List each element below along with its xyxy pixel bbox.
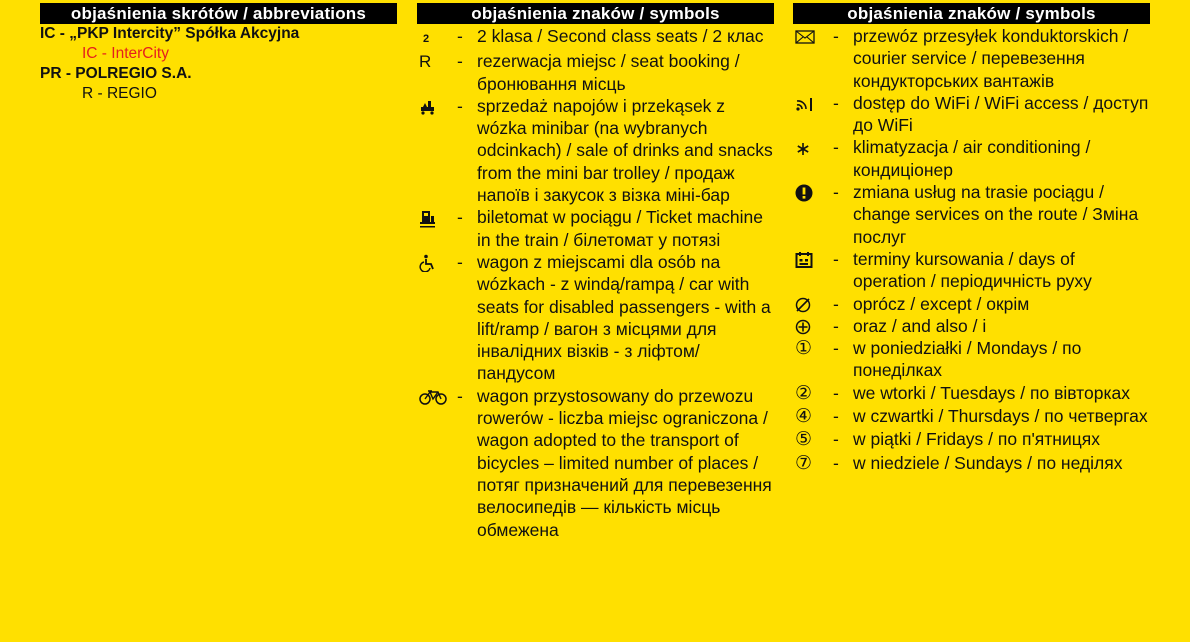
except-icon xyxy=(793,293,833,315)
legend-row xyxy=(417,50,774,95)
legend-row xyxy=(793,382,1150,405)
legend-text: w piątki / Fridays / по п'ятницях xyxy=(853,429,1100,450)
legend-row xyxy=(793,315,1150,337)
monday-icon: ① xyxy=(795,338,813,360)
legend-dash: - xyxy=(833,382,839,403)
legend-dash: - xyxy=(457,385,463,406)
legend-text: wagon przystosowany do przewozu rowerów - liczba miejsc ograniczona / wagon adopted to the transport of bicycles – limited number of places / потяг призначений для перевезення велосипедів — кількість місць обмежена xyxy=(477,385,772,540)
legend-text: zmiana usług na trasie pociągu / change services on the route / Зміна послуг xyxy=(853,182,1139,247)
legend-dash: - xyxy=(457,95,463,116)
legend-row xyxy=(793,181,1150,248)
legend-dash: - xyxy=(833,182,839,203)
legend-row xyxy=(793,136,1150,181)
legend-row xyxy=(793,248,1150,293)
legend-dash: - xyxy=(833,137,839,158)
legend-row xyxy=(793,92,1150,137)
legend-row xyxy=(793,428,1150,451)
legend-row xyxy=(793,293,1150,315)
legend-row xyxy=(417,95,774,206)
legend-row xyxy=(417,25,774,50)
ticket-machine-icon xyxy=(417,206,457,251)
legend-dash: - xyxy=(833,452,839,473)
envelope-icon xyxy=(793,25,833,92)
friday-icon: ⑤ xyxy=(795,429,813,451)
legend-text: w poniedziałki / Mondays / по понеділках xyxy=(853,338,1082,381)
legend-text: terminy kursowania / days of operation / періодичність руху xyxy=(853,248,1092,292)
sunday-icon: ⑦ xyxy=(795,452,813,474)
legend-text: rezerwacja miejsc / seat booking / бронювання місць xyxy=(477,51,740,94)
legend-dash: - xyxy=(457,207,463,228)
legend-row xyxy=(417,206,774,251)
legend-text: sprzedaż napojów i przekąsek z wózka minibar (na wybranych odcinkach) / sale of drinks and snacks from the mini bar trolley / продаж напоїв і закусок з візка міні-бар xyxy=(477,95,773,206)
legend-dash: - xyxy=(457,26,463,46)
legend-dash: - xyxy=(833,26,839,46)
calendar-icon xyxy=(793,248,833,293)
legend-text: dostęp do WiFi / WiFi access / доступ до WiFi xyxy=(853,92,1149,136)
legend-dash: - xyxy=(833,92,839,113)
legend-row xyxy=(417,385,774,541)
bicycle-icon xyxy=(417,385,457,541)
wheelchair-icon xyxy=(417,251,457,385)
symbols-column-1 xyxy=(417,3,774,541)
legend-dash: - xyxy=(833,248,839,269)
legend-row xyxy=(793,405,1150,428)
legend-text: w niedziele / Sundays / по неділях xyxy=(853,452,1123,473)
abbr-ic-sub: IC - InterCity xyxy=(82,45,169,62)
legend-row xyxy=(793,25,1150,92)
legend-text: przewóz przesyłek konduktorskich / courier service / перевезення кондукторських вантажів xyxy=(853,26,1129,91)
legend-dash: - xyxy=(833,429,839,450)
symbols-header-1: objaśnienia znaków / symbols xyxy=(417,3,774,24)
second-class-icon: 2 xyxy=(423,33,430,45)
also-icon xyxy=(793,315,833,337)
legend-dash: - xyxy=(457,251,463,272)
abbreviations-list xyxy=(40,24,397,104)
tuesday-icon: ② xyxy=(795,382,813,404)
legend-row xyxy=(793,452,1150,475)
legend-row xyxy=(417,251,774,385)
legend-text: we wtorki / Tuesdays / по вівторках xyxy=(853,382,1130,403)
legend-row xyxy=(793,337,1150,382)
exclamation-icon xyxy=(793,181,833,248)
legend-dash: - xyxy=(833,406,839,427)
wifi-icon xyxy=(793,92,833,137)
thursday-icon: ④ xyxy=(795,406,813,428)
abbr-ic-line: IC - „PKP Intercity” Spółka Akcyjna xyxy=(40,25,300,42)
legend-text: klimatyzacja / air conditioning / кондиціонер xyxy=(853,137,1091,180)
symbols-header-2: objaśnienia znaków / symbols xyxy=(793,3,1150,24)
snowflake-icon xyxy=(793,136,833,181)
abbr-pr-sub: R - REGIO xyxy=(82,85,157,102)
legend-dash: - xyxy=(833,293,839,314)
legend-text: w czwartki / Thursdays / по четвергах xyxy=(853,406,1148,427)
legend-text: 2 klasa / Second class seats / 2 клас xyxy=(477,26,764,46)
abbr-pr-line: PR - POLREGIO S.A. xyxy=(40,65,192,82)
legend-dash: - xyxy=(457,51,463,72)
minibar-trolley-icon xyxy=(417,95,457,206)
symbols-list-1 xyxy=(417,25,774,541)
symbols-list-2 xyxy=(793,25,1150,475)
reservation-icon: R xyxy=(419,52,432,72)
abbreviations-column xyxy=(40,3,397,104)
legend-dash: - xyxy=(833,315,839,336)
legend-text: oprócz / except / окрім xyxy=(853,293,1030,314)
legend-text: wagon z miejscami dla osób na wózkach - z windą/rampą / car with seats for disabled passengers - with a lift/ramp / вагон з місцями для інвалідних візків - з ліфтом/пандусом xyxy=(477,251,771,384)
legend-text: biletomat w pociągu / Ticket machine in the train / білетомат у потязі xyxy=(477,207,763,250)
legend-text: oraz / and also / і xyxy=(853,315,987,336)
symbols-column-2 xyxy=(793,3,1150,475)
abbreviations-header: objaśnienia skrótów / abbreviations xyxy=(40,3,397,24)
legend-dash: - xyxy=(833,338,839,359)
